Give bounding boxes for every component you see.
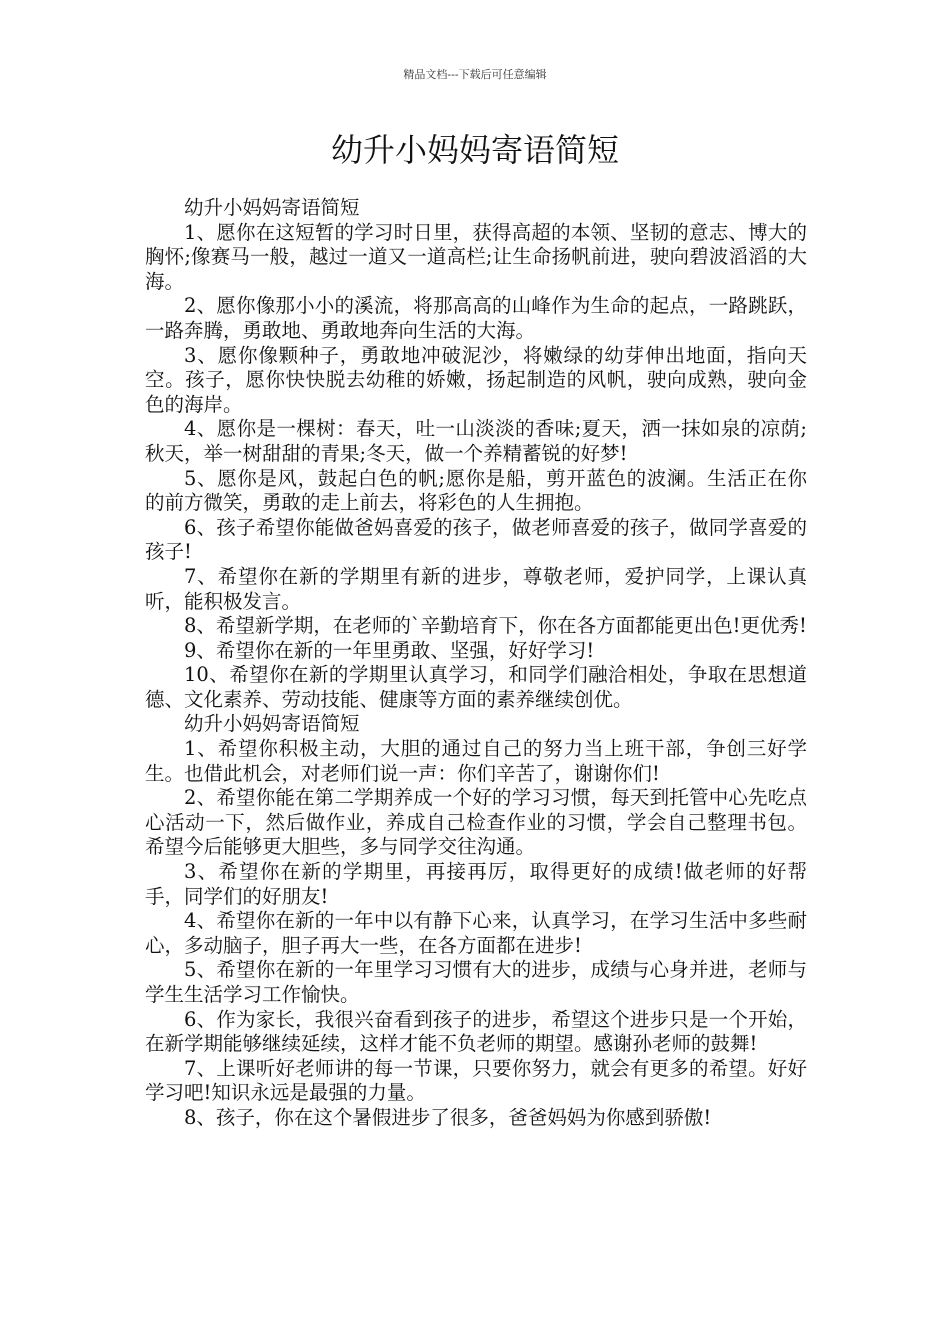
list-item: 4、愿你是一棵树：春天，吐一山淡淡的香味;夏天，洒一抹如泉的凉荫;秋天，举一树甜甜的青果;冬天，做一个养精蓄锐的好梦! [145, 417, 807, 465]
list-item: 2、希望你能在第二学期养成一个好的学习习惯，每天到托管中心先吃点心活动一下，然后做作业，养成自己检查作业的习惯，学会自己整理书包。希望今后能够更大胆些，多与同学交往沟通。 [145, 786, 807, 859]
header-note: 精品文档---下载后可任意编辑 [403, 68, 547, 81]
list-item: 6、作为家长，我很兴奋看到孩子的进步，希望这个进步只是一个开始，在新学期能够继续延续，这样才能不负老师的期望。感谢孙老师的鼓舞! [145, 1007, 807, 1056]
list-item: 8、希望新学期，在老师的`辛勤培育下，你在各方面都能更出色!更优秀! [184, 614, 807, 638]
list-item: 5、愿你是风，鼓起白色的帆;愿你是船，剪开蓝色的波澜。生活正在你的前方微笑，勇敢的走上前去，将彩色的人生拥抱。 [145, 466, 807, 515]
list-item: 2、愿你像那小小的溪流，将那高高的山峰作为生命的起点，一路跳跃，一路奔腾，勇敢地、勇敢地奔向生活的大海。 [145, 294, 807, 342]
list-item: 7、上课听好老师讲的每一节课，只要你努力，就会有更多的希望。好好学习吧!知识永远是最强的力量。 [145, 1056, 807, 1105]
list-item: 8、孩子，你在这个暑假进步了很多，爸爸妈妈为你感到骄傲! [184, 1105, 712, 1129]
list-item: 4、希望你在新的一年中以有静下心来，认真学习，在学习生活中多些耐心，多动脑子，胆子再大一些，在各方面都在进步! [145, 909, 807, 957]
section-heading: 幼升小妈妈寄语简短 [184, 712, 360, 736]
list-item: 6、孩子希望你能做爸妈喜爱的孩子，做老师喜爱的孩子，做同学喜爱的孩子! [145, 515, 807, 564]
document-body [145, 196, 807, 1131]
list-item: 9、希望你在新的一年里勇敢、坚强，好好学习! [184, 638, 595, 662]
document-title: 幼升小妈妈寄语简短 [330, 131, 619, 169]
list-item: 1、愿你在这短暂的学习时日里，获得高超的本领、坚韧的意志、博大的胸怀;像赛马一般，越过一道又一道高栏;让生命扬帆前进，驶向碧波滔滔的大海。 [145, 220, 807, 293]
list-item: 10、希望你在新的学期里认真学习，和同学们融洽相处，争取在思想道德、文化素养、劳动技能、健康等方面的素养继续创优。 [145, 663, 807, 711]
section-heading: 幼升小妈妈寄语简短 [184, 196, 360, 219]
list-item: 5、希望你在新的一年里学习习惯有大的进步，成绩与心身并进，老师与学生生活学习工作愉快。 [145, 958, 807, 1006]
list-item: 3、希望你在新的学期里，再接再厉，取得更好的成绩!做老师的好帮手，同学们的好朋友! [145, 860, 807, 908]
list-item: 3、愿你像颗种子，勇敢地冲破泥沙，将嫩绿的幼芽伸出地面，指向天空。孩子，愿你快快脱去幼稚的娇嫩，扬起制造的风帆，驶向成熟，驶向金色的海岸。 [145, 343, 807, 416]
list-item: 7、希望你在新的学期里有新的进步，尊敬老师，爱护同学，上课认真听，能积极发言。 [145, 564, 807, 613]
list-item: 1、希望你积极主动，大胆的通过自己的努力当上班干部，争创三好学生。也借此机会，对老师们说一声：你们辛苦了，谢谢你们! [145, 737, 807, 785]
